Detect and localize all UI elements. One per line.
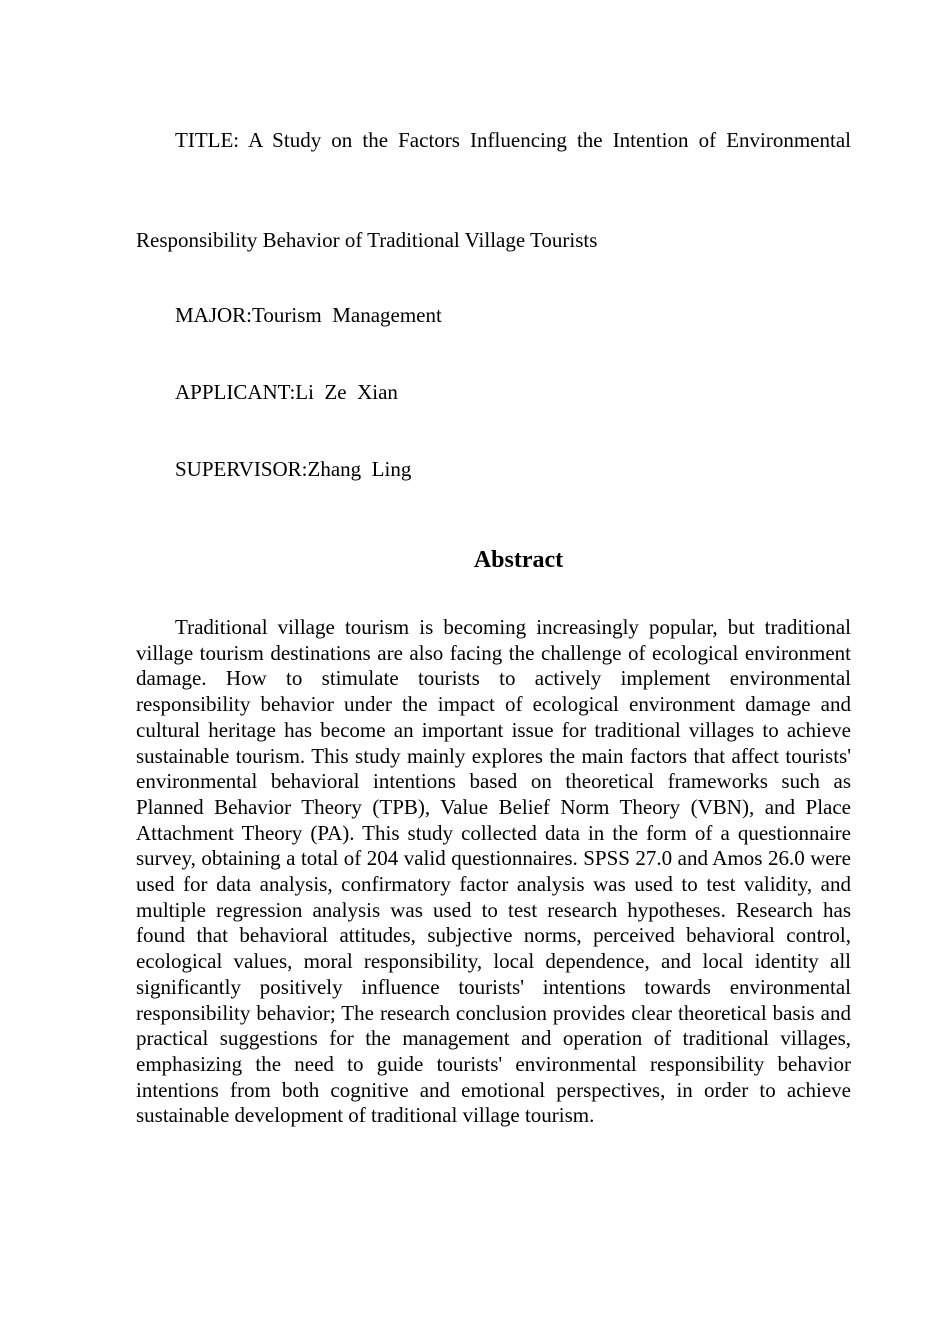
supervisor-field: SUPERVISOR:Zhang Ling	[175, 457, 412, 481]
abstract-body: Traditional village tourism is becoming increasingly popular, but traditional village tourism destinations are also facing the challenge of ecological environment damage. How to stimulate tourists to actively implement environmental responsibility behavior under the impact of ecological environment damage and cultural heritage has become an important issue for traditional villages to achieve sustainable tourism. This study mainly explores the main factors that affect tourists' environmental behavioral intentions based on theoretical frameworks such as Planned Behavior Theory (TPB), Value Belief Norm Theory (VBN), and Place Attachment Theory (PA). This study collected data in the form of a questionnaire survey, obtaining a total of 204 valid questionnaires. SPSS 27.0 and Amos 26.0 were used for data analysis, confirmatory factor analysis was used to test validity, and multiple regression analysis was used to test research hypotheses. Research has found that behavioral attitudes, subjective norms, perceived behavioral control, ecological values, moral responsibility, local dependence, and local identity all significantly positively influence tourists' intentions towards environmental responsibility behavior; The research conclusion provides clear theoretical basis and practical suggestions for the management and operation of traditional villages, emphasizing the need to guide tourists' environmental responsibility behavior intentions from both cognitive and emotional perspectives, in order to achieve sustainable development of traditional village tourism.	[136, 615, 851, 1128]
title-line-2: Responsibility Behavior of Traditional Village Tourists	[136, 228, 598, 252]
title-line-1: TITLE: A Study on the Factors Influencing the Intention of Environmental	[175, 128, 851, 152]
applicant-field: APPLICANT:Li Ze Xian	[175, 380, 398, 404]
abstract-heading: Abstract	[473, 547, 564, 573]
major-field: MAJOR:Tourism Management	[175, 303, 442, 327]
